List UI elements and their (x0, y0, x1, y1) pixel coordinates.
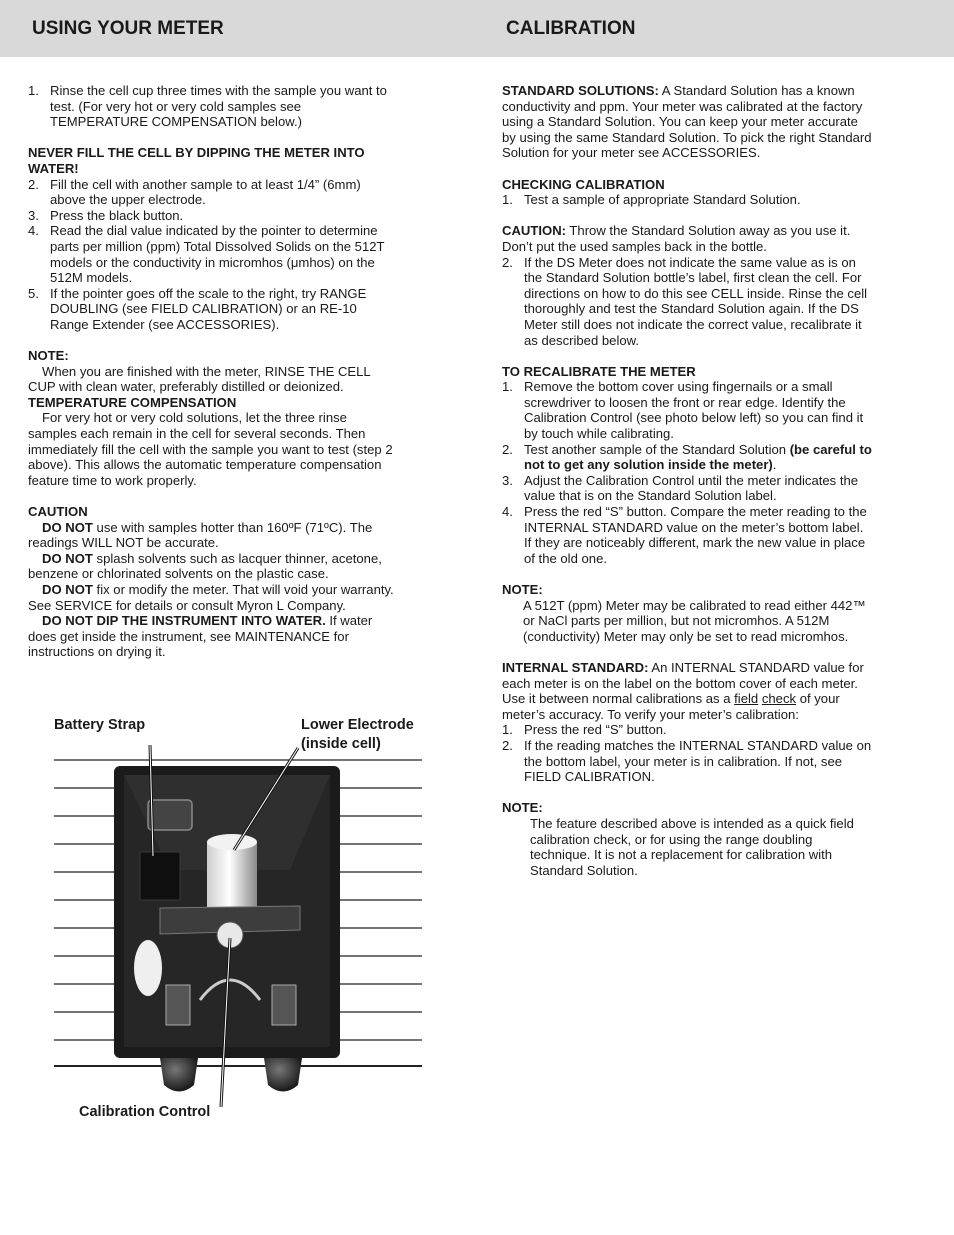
list-item: 1. Remove the bottom cover using fingernails or a small screwdriver to loosen the front or rear edge. Identify the Calibration Control (see photo below left) so you can find it by touch while calibrating. (502, 379, 864, 442)
list-item: 4. Press the red “S” button. Compare the meter reading to the INTERNAL STANDARD value on the meter’s bottom label. If they are noticeably different, mark the new value in place of the old one. (502, 504, 867, 566)
right-column (502, 83, 872, 878)
list-item: 4. Read the dial value indicated by the pointer to determine parts per million (ppm) Total Dissolved Solids on the 512T models or the conductivity in micromhos (μmhos) on the 512M models. (28, 223, 385, 286)
temp-comp-text: For very hot or very cold solutions, let the three rinse samples each remain in the cell for several seconds. Then immediately fill the cell with the sample you want to test (step 2 above). This allows the automatic temperature compensation feature time to work properly. (28, 410, 393, 488)
section-title-calibration: CALIBRATION (506, 18, 636, 39)
note-text: A 512T (ppm) Meter may be calibrated to read either 442™ or NaCl parts per million, but not micromhos. A 512M (conductivity) Meter may only be set to read micromhos. (523, 597, 866, 644)
list-item: 5. If the pointer goes off the scale to the right, try RANGE DOUBLING (see FIELD CALIBRATION) or an RE-10 Range Extender (see ACCESSORIES). (28, 285, 367, 332)
lower-electrode-label: Lower Electrode (inside cell) (301, 717, 414, 752)
list-item: 1. Test a sample of appropriate Standard Solution. (502, 192, 801, 208)
list-item: 3. Press the black button. (28, 207, 184, 223)
caution-item: DO NOT DIP THE INSTRUMENT INTO WATER. If water does get inside the instrument, see MAINTENANCE for instructions on drying it. (28, 613, 373, 660)
list-item: 2. If the DS Meter does not indicate the same value as is on the Standard Solution bottle’s label, first clean the cell. For directions on how to do this see CELL inside. Rinse the cell thoroughly and test the Standard Solution again. If the DS Meter still does not indicate the correct value, recalibrate it as described below. (502, 254, 868, 348)
caution-item: DO NOT use with samples hotter than 160ºF (71ºC). The readings WILL NOT be accurate. (28, 519, 373, 551)
list-item: 2. If the reading matches the INTERNAL STANDARD value on the bottom label, your meter is in calibration. If not, see FIELD CALIBRATION. (502, 737, 872, 785)
left-column (28, 83, 396, 660)
temp-comp-heading: TEMPERATURE COMPENSATION (28, 394, 237, 410)
caution-item: DO NOT splash solvents such as lacquer thinner, acetone, benzene or chlorinated solvents on the plastic case. (28, 550, 382, 582)
note-text: The feature described above is intended as a quick field calibration check, or for using the range doubling technique. It is not a replacement for calibration with Standard Solution. (530, 815, 854, 878)
checking-calibration-heading: CHECKING CALIBRATION (502, 176, 665, 192)
calibration-control-label: Calibration Control (79, 1104, 211, 1120)
header-bar (0, 0, 954, 57)
note-heading: NOTE: (502, 582, 543, 597)
list-item: 1. Rinse the cell cup three times with the sample you want to test. (For very hot or very cold samples see TEMPERATURE COMPENSATION below.) (28, 83, 387, 130)
caution-paragraph: CAUTION: Throw the Standard Solution away as you use it. Don’t put the used samples back in the bottle. (502, 223, 851, 254)
section-title-using: USING YOUR METER (32, 18, 224, 39)
caution-heading: CAUTION (28, 504, 88, 520)
warning-text: NEVER FILL THE CELL BY DIPPING THE METER INTO WATER! (28, 145, 365, 176)
list-item: 1. Press the red “S” button. (502, 722, 667, 738)
battery-strap-label: Battery Strap (54, 717, 146, 733)
caution-item: DO NOT fix or modify the meter. That will void your warranty. See SERVICE for details or consult Myron L Company. (28, 582, 394, 613)
list-item: 3. Adjust the Calibration Control until the meter indicates the value that is on the Standard Solution label. (502, 472, 859, 504)
list-item: 2. Test another sample of the Standard Solution (be careful to not to get any solution inside the meter). (502, 441, 872, 473)
note-heading: NOTE: (28, 348, 69, 364)
standard-solutions-paragraph: STANDARD SOLUTIONS: A Standard Solution has a known conductivity and ppm. Your meter was calibrated at the factory using a Standard Solution. You can keep your meter accurate by using the same Standard Solution. To pick the right Standard Solution for your meter see ACCESSORIES. (502, 83, 872, 161)
internal-standard-paragraph: INTERNAL STANDARD: An INTERNAL STANDARD value for each meter is on the label on the bottom cover of each meter. Use it between normal calibrations as a field check of your meter’s accuracy. To verify your meter’s calibration: (502, 659, 864, 722)
note-text: When you are finished with the meter, RINSE THE CELL CUP with clean water, preferably distilled or deionized. (28, 363, 371, 395)
list-item: 2. Fill the cell with another sample to at least 1/4” (6mm) above the upper electrode. (28, 176, 361, 208)
note-heading: NOTE: (502, 800, 543, 816)
recalibrate-heading: TO RECALIBRATE THE METER (502, 363, 696, 379)
